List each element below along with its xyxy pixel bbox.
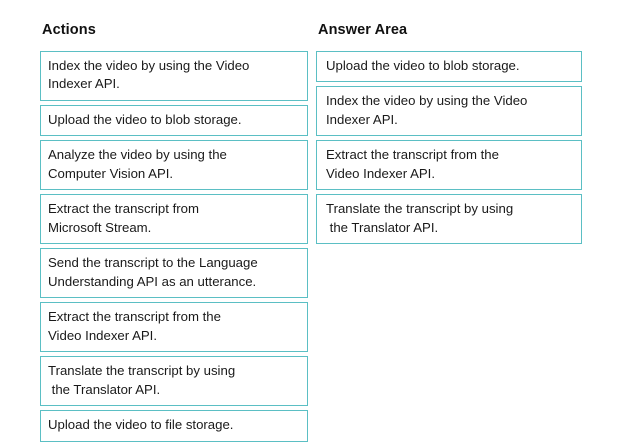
action-card-line: Extract the transcript from the — [48, 309, 221, 325]
action-card[interactable] — [40, 302, 308, 352]
answer-area-column — [316, 22, 584, 248]
answer-card[interactable] — [316, 194, 582, 244]
answer-area-title: Answer Area — [318, 22, 408, 38]
action-card-line: Translate the transcript by using — [48, 363, 236, 379]
action-card-line: Computer Vision API. — [48, 165, 174, 181]
action-card-line: Send the transcript to the Language — [48, 255, 258, 271]
action-card[interactable] — [40, 140, 308, 190]
action-card[interactable] — [40, 356, 308, 406]
action-card-line: Understanding API as an utterance. — [48, 273, 257, 289]
answer-card[interactable] — [316, 86, 582, 136]
action-card-line: Analyze the video by using the — [48, 147, 227, 163]
action-card[interactable] — [40, 248, 308, 298]
actions-column-title: Actions — [42, 22, 96, 38]
action-card[interactable] — [40, 194, 308, 244]
action-card-line: Video Indexer API. — [48, 327, 157, 343]
action-card-line: Extract the transcript from — [48, 201, 199, 217]
answer-card[interactable] — [316, 51, 582, 82]
answer-card-line: the Translator API. — [326, 219, 439, 235]
action-card-line: the Translator API. — [48, 381, 161, 397]
action-card[interactable] — [40, 410, 308, 441]
action-card-line: Indexer API. — [48, 76, 120, 92]
answer-card-line: Index the video by using the Video — [326, 93, 528, 109]
actions-column — [40, 22, 308, 446]
actions-list — [40, 51, 308, 442]
action-card[interactable] — [40, 105, 308, 136]
answer-card-line: Video Indexer API. — [326, 165, 435, 181]
answer-card-line: Indexer API. — [326, 111, 398, 127]
action-card-line: Microsoft Stream. — [48, 219, 152, 235]
action-card-line: Upload the video to file storage. — [48, 417, 234, 433]
answer-list — [316, 51, 584, 244]
answer-card[interactable] — [316, 140, 582, 190]
answer-card-line: Upload the video to blob storage. — [326, 58, 520, 73]
action-card[interactable] — [40, 51, 308, 101]
action-card-line: Index the video by using the Video — [48, 58, 250, 73]
action-card-line: Upload the video to blob storage. — [48, 111, 242, 127]
answer-card-line: Extract the transcript from the — [326, 147, 499, 163]
answer-card-line: Translate the transcript by using — [326, 201, 514, 217]
